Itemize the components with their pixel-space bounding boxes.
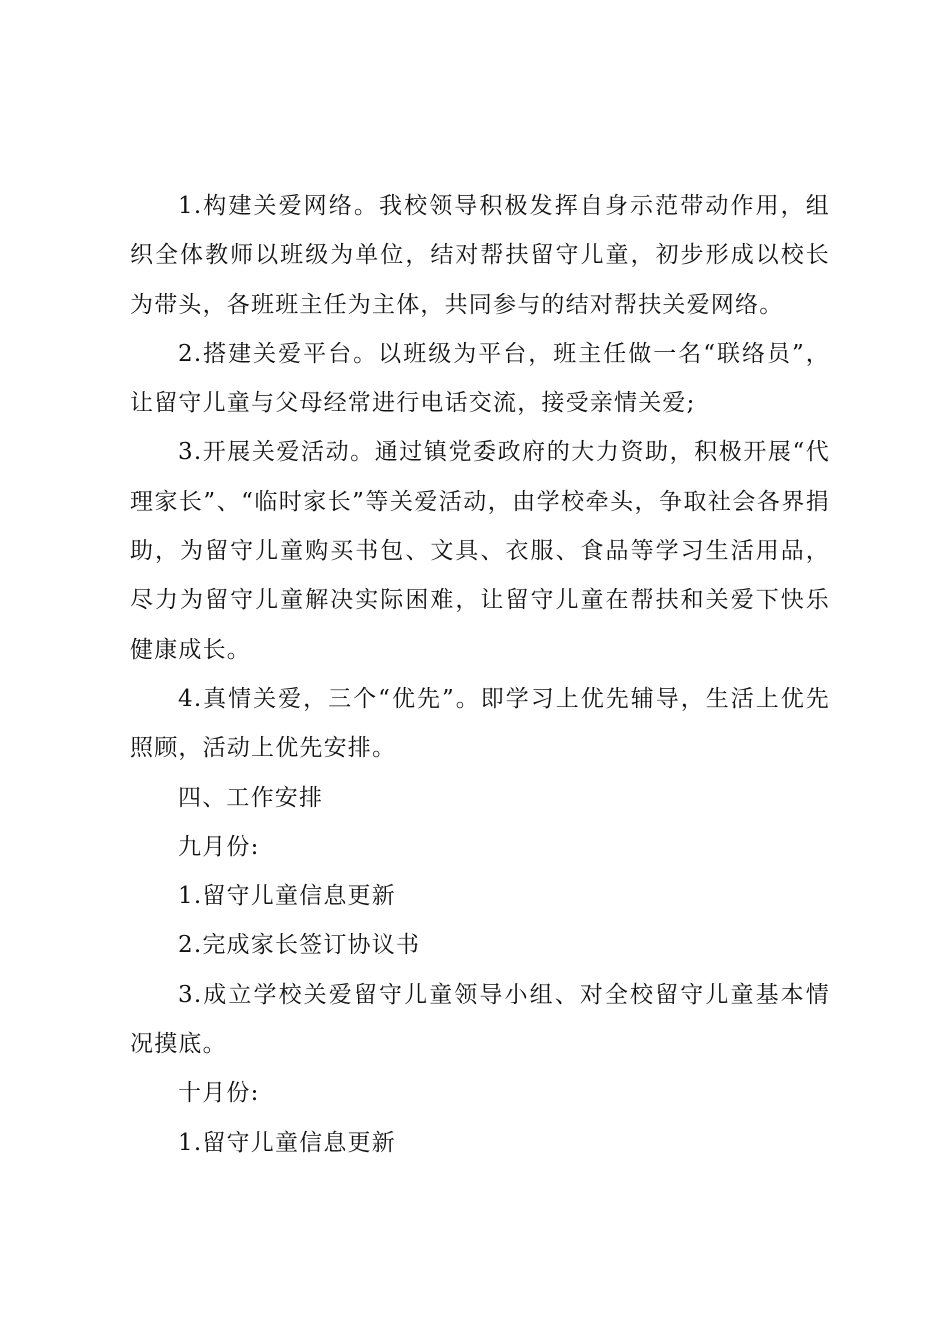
september-item-3: 3.成立学校关爱留守儿童领导小组、对全校留守儿童基本情况摸底。 [130, 981, 830, 1058]
paragraph-three-priorities: 4.真情关爱，三个“优先”。即学习上优先辅导，生活上优先照顾，活动上优先安排。 [130, 685, 830, 762]
month-heading-september: 九月份: [178, 833, 260, 860]
paragraph-care-platform: 2.搭建关爱平台。以班级为平台，班主任做一名“联络员”，让留守儿童与父母经常进行电话交流，接受亲情关爱; [130, 340, 830, 417]
section-heading: 四、工作安排 [178, 784, 324, 811]
document-body [130, 182, 830, 1168]
september-item-1: 1.留守儿童信息更新 [178, 883, 396, 910]
month-heading-october: 十月份: [178, 1080, 260, 1107]
october-item-1: 1.留守儿童信息更新 [178, 1129, 396, 1156]
september-item-2: 2.完成家长签订协议书 [178, 932, 421, 959]
paragraph-care-network: 1.构建关爱网络。我校领导积极发挥自身示范带动作用，组织全体教师以班级为单位，结对帮扶留守儿童，初步形成以校长为带头，各班班主任为主体，共同参与的结对帮扶关爱网络。 [130, 193, 830, 318]
paragraph-care-activities: 3.开展关爱活动。通过镇党委政府的大力资助，积极开展“代理家长”、“临时家长”等关爱活动，由学校牵头，争取社会各界捐助，为留守儿童购买书包、文具、衣服、食品等学习生活用品，尽力为留守儿童解决实际困难，让留守儿童在帮扶和关爱下快乐健康成长。 [130, 439, 830, 663]
